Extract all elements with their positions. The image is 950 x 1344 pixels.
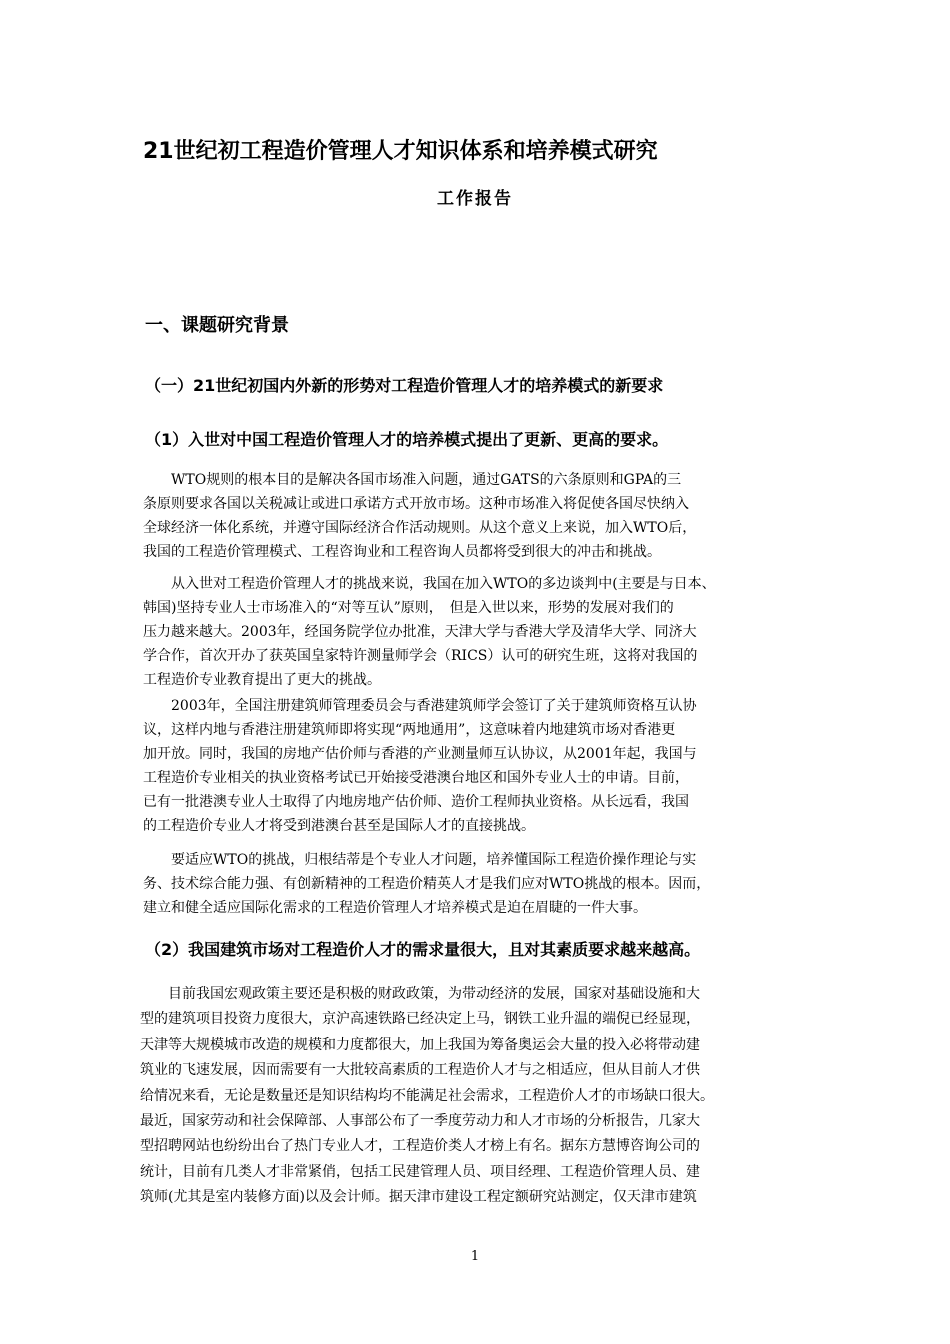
page-number: 1 (470, 1249, 480, 1264)
paragraph-line: 条原则要求各国以关税减让或进口承诺方式开放市场。这种市场准入将促使各国尽快纳入 (143, 496, 689, 512)
paragraph-line: 加开放。同时，我国的房地产估价师与香港的产业测量师互认协议，从2001年起，我国与 (143, 746, 697, 762)
paragraph-line: 学合作，首次开办了获英国皇家特许测量师学会（RICS）认可的研究生班，这将对我国的 (143, 648, 698, 664)
paragraph-talent-challenge (143, 572, 813, 692)
paragraph-line: 从入世对工程造价管理人才的挑战来说，我国在加入WTO的多边谈判中(主要是与日本、 (143, 576, 716, 592)
paragraph-line: 2003年，全国注册建筑师管理委员会与香港建筑师学会签订了关于建筑师资格互认协 (143, 698, 697, 714)
paragraph-line: 压力越来越大。2003年，经国务院学位办批准，天津大学与香港大学及清华大学、同济大 (143, 624, 697, 640)
document-title: 21世纪初工程造价管理人才知识体系和培养模式研究 (143, 139, 658, 164)
paragraph-line: 我国的工程造价管理模式、工程咨询业和工程咨询人员都将受到很大的冲击和挑战。 (143, 544, 661, 560)
paragraph-market-demand (140, 982, 830, 1211)
paragraph-line: 给情况来看，无论是数量还是知识结构均不能满足社会需求，工程造价人才的市场缺口很大。 (140, 1087, 714, 1104)
paragraph-line: 务、技术综合能力强、有创新精神的工程造价精英人才是我们应对WTO挑战的根本。因而， (143, 876, 711, 892)
paragraph-training-model (143, 848, 813, 920)
paragraph-mutual-recognition (143, 694, 813, 838)
paragraph-line: 已有一批港澳专业人士取得了内地房地产估价师、造价工程师执业资格。从长远看，我国 (143, 794, 689, 810)
paragraph-line: 韩国)坚持专业人士市场准入的“对等互认”原则， 但是入世以来，形势的发展对我们的 (143, 600, 674, 616)
paragraph-line: 建立和健全适应国际化需求的工程造价管理人才培养模式是迫在眉睫的一件大事。 (143, 900, 647, 916)
paragraph-line: 筑业的飞速发展，因而需要有一大批较高素质的工程造价人才与之相适应，但从目前人才供 (140, 1062, 700, 1079)
point-2-heading: （2）我国建筑市场对工程造价人才的需求量很大，且对其素质要求越来越高。 (145, 940, 701, 959)
document-subtitle: 工作报告 (437, 189, 513, 209)
point-1-heading: （1）入世对中国工程造价管理人才的培养模式提出了更新、更高的要求。 (145, 430, 669, 449)
paragraph-line: 最近，国家劳动和社会保障部、人事部公布了一季度劳动力和人才市场的分析报告，几家大 (140, 1112, 700, 1129)
subsection-heading: （一）21世纪初国内外新的形势对工程造价管理人才的培养模式的新要求 (145, 376, 664, 395)
paragraph-line: 天津等大规模城市改造的规模和力度都很大，加上我国为筹备奥运会大量的投入必将带动建 (140, 1036, 700, 1053)
paragraph-line: 议，这样内地与香港注册建筑师即将实现“两地通用”，这意味着内地建筑市场对香港更 (143, 722, 676, 738)
paragraph-line: 全球经济一体化系统，并遵守国际经济合作活动规则。从这个意义上来说，加入WTO后， (143, 520, 697, 536)
paragraph-line: 要适应WTO的挑战，归根结蒂是个专业人才问题，培养懂国际工程造价操作理论与实 (143, 852, 697, 868)
paragraph-line: 的工程造价专业人才将受到港澳台甚至是国际人才的直接挑战。 (143, 818, 535, 834)
paragraph-line: 型招聘网站也纷纷出台了热门专业人才，工程造价类人才榜上有名。据东方慧博咨询公司的 (140, 1138, 700, 1155)
paragraph-line: 目前我国宏观政策主要还是积极的财政政策，为带动经济的发展，国家对基础设施和大 (140, 986, 700, 1002)
paragraph-line: 筑师(尤其是室内装修方面)以及会计师。据天津市建设工程定额研究站测定，仅天津市建筑 (140, 1189, 697, 1206)
paragraph-line: WTO规则的根本目的是解决各国市场准入问题，通过GATS的六条原则和GPA的三 (143, 472, 682, 488)
paragraph-wto-rules (143, 468, 813, 564)
paragraph-line: 统计，目前有几类人才非常紧俏，包括工民建管理人员、项目经理、工程造价管理人员、建 (140, 1163, 700, 1180)
section-heading: 一、课题研究背景 (145, 315, 289, 336)
paragraph-line: 工程造价专业教育提出了更大的挑战。 (143, 672, 381, 688)
paragraph-line: 型的建筑项目投资力度很大，京沪高速铁路已经决定上马，钢铁工业升温的端倪已经显现， (140, 1011, 700, 1028)
paragraph-line: 工程造价专业相关的执业资格考试已开始接受港澳台地区和国外专业人士的申请。目前， (143, 770, 689, 786)
